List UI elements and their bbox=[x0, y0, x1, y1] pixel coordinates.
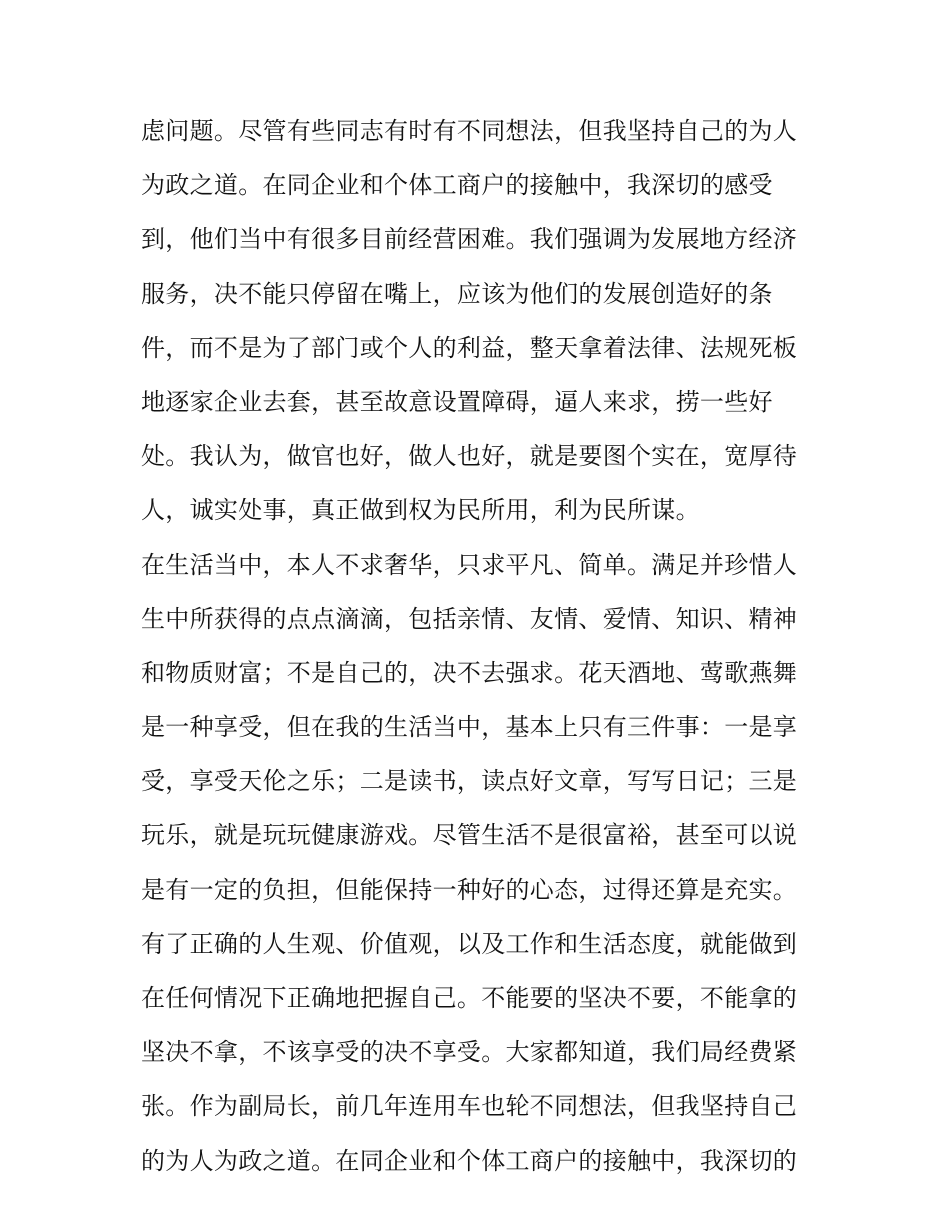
text-line: 有了正确的人生观、价值观，以及工作和生活态度，就能做到 bbox=[141, 929, 798, 958]
text-line: 在任何情况下正确地把握自己。不能要的坚决不要，不能拿的 bbox=[141, 984, 798, 1012]
text-line: 服务，决不能只停留在嘴上，应该为他们的发展创造好的条 bbox=[141, 279, 773, 308]
body-text bbox=[141, 104, 821, 1188]
text-line: 件，而不是为了部门或个人的利益，整天拿着法律、法规死板 bbox=[141, 333, 798, 362]
text-line: 人，诚实处事，真正做到权为民所用，利为民所谋。 bbox=[141, 496, 700, 525]
text-line: 在生活当中，本人不求奢华，只求平凡、简单。满足并珍惜人 bbox=[141, 550, 798, 579]
text-line: 生中所获得的点点滴滴，包括亲情、友情、爱情、知识、精神 bbox=[141, 604, 798, 633]
text-line: 是一种享受，但在我的生活当中，基本上只有三件事：一是享 bbox=[141, 713, 798, 742]
text-line: 是有一定的负担，但能保持一种好的心态，过得还算是充实。 bbox=[141, 875, 798, 904]
text-line: 处。我认为，做官也好，做人也好，就是要图个实在，宽厚待 bbox=[141, 442, 798, 471]
text-line: 为政之道。在同企业和个体工商户的接触中，我深切的感受 bbox=[141, 171, 773, 200]
text-line: 地逐家企业去套，甚至故意设置障碍，逼人来求，捞一些好 bbox=[141, 387, 773, 416]
text-line: 和物质财富；不是自己的，决不去强求。花天酒地、莺歌燕舞 bbox=[141, 658, 798, 687]
text-line: 的为人为政之道。在同企业和个体工商户的接触中，我深切的 bbox=[141, 1146, 798, 1175]
text-line: 玩乐，就是玩玩健康游戏。尽管生活不是很富裕，甚至可以说 bbox=[141, 821, 798, 850]
text-line: 张。作为副局长，前几年连用车也轮不同想法，但我坚持自己 bbox=[141, 1092, 798, 1121]
text-line: 虑问题。尽管有些同志有时有不同想法，但我坚持自己的为人 bbox=[141, 117, 798, 145]
text-line: 到，他们当中有很多目前经营困难。我们强调为发展地方经济 bbox=[141, 225, 798, 254]
text-line: 坚决不拿，不该享受的决不享受。大家都知道，我们局经费紧 bbox=[141, 1038, 798, 1067]
text-line: 受，享受天伦之乐；二是读书，读点好文章，写写日记；三是 bbox=[141, 767, 798, 796]
